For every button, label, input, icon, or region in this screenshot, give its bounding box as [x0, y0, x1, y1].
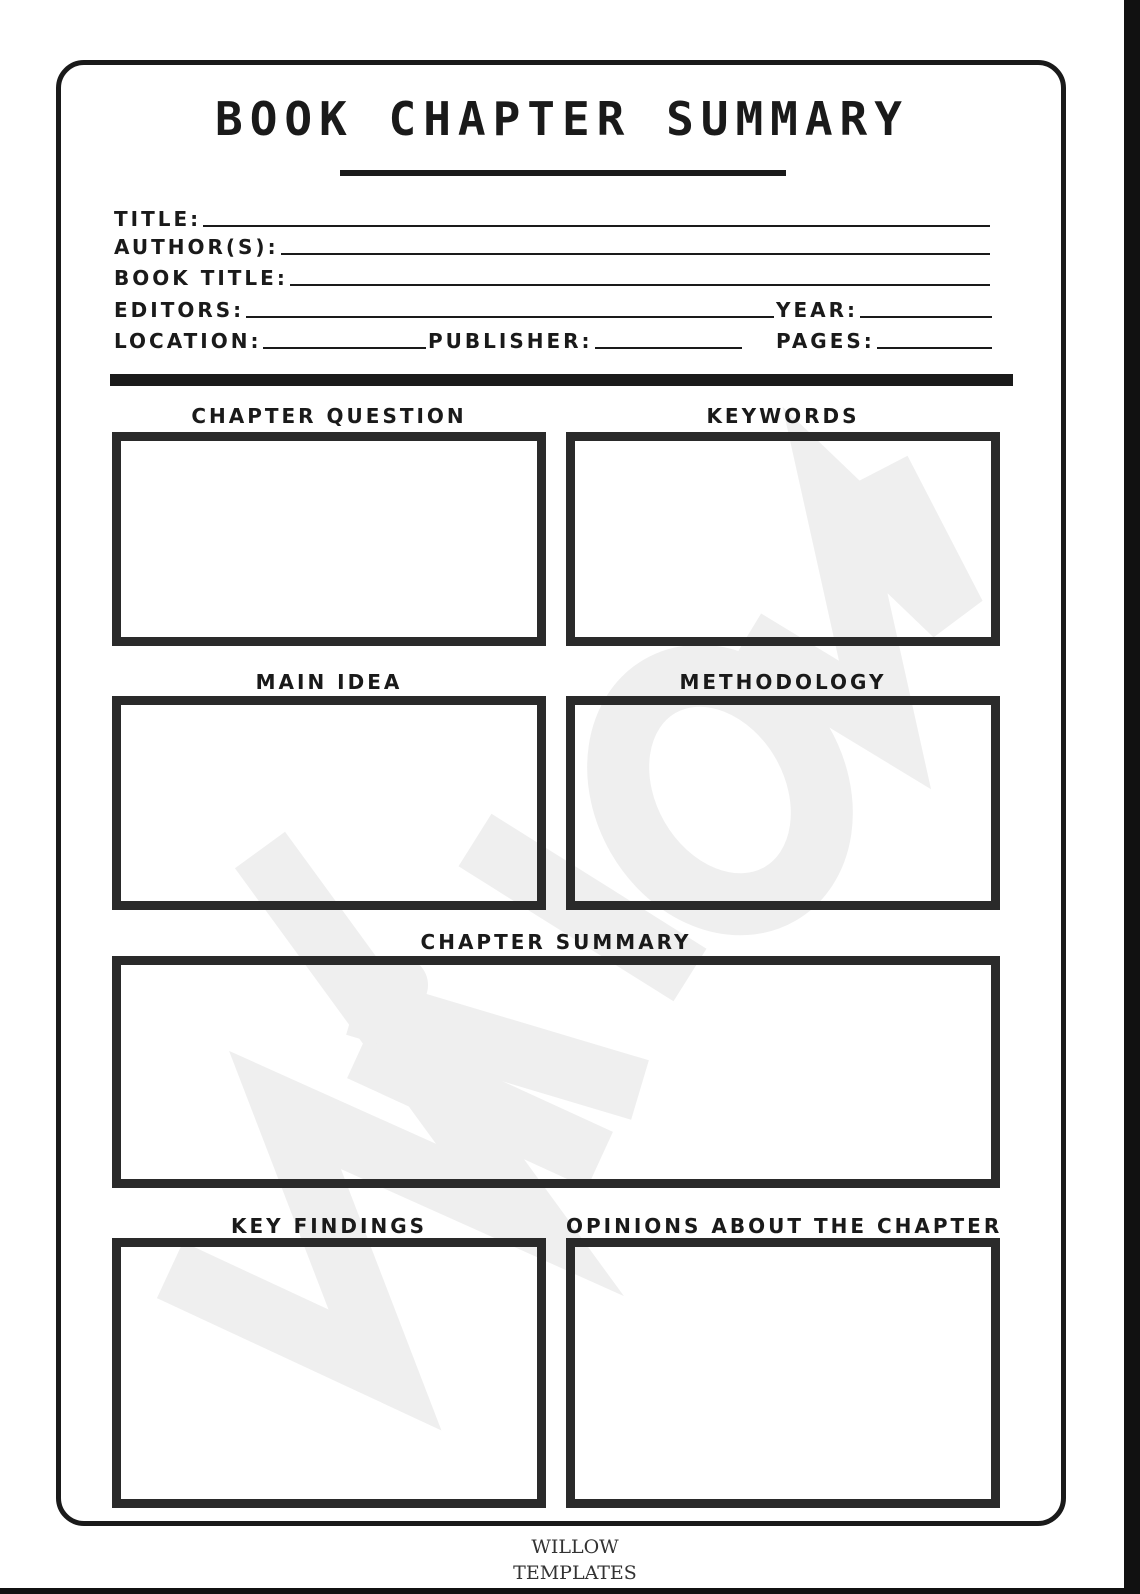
chapter-summary-label: CHAPTER SUMMARY: [420, 930, 692, 954]
title-label: TITLE:: [114, 207, 202, 231]
keywords-label: KEYWORDS: [706, 404, 860, 428]
chapter-question-label: CHAPTER QUESTION: [191, 404, 467, 428]
book-title-field[interactable]: [114, 265, 990, 289]
methodology-box[interactable]: [566, 696, 1000, 910]
page-title: BOOK CHAPTER SUMMARY: [215, 92, 909, 146]
publisher-label: PUBLISHER:: [428, 329, 593, 353]
editors-field[interactable]: [114, 297, 774, 321]
authors-label: AUTHOR(S):: [114, 235, 279, 259]
editors-label: EDITORS:: [114, 298, 245, 322]
publisher-line[interactable]: [595, 347, 742, 349]
year-line[interactable]: [860, 316, 992, 318]
pages-label: PAGES:: [776, 329, 875, 353]
methodology-label: METHODOLOGY: [679, 670, 887, 694]
book-title-label: BOOK TITLE:: [114, 266, 288, 290]
pages-field[interactable]: [776, 328, 992, 352]
opinions-label: OPINIONS ABOUT THE CHAPTER: [566, 1214, 1003, 1238]
keywords-box[interactable]: [566, 432, 1000, 646]
year-label: YEAR:: [776, 298, 859, 322]
footer-brand: [470, 1534, 680, 1586]
title-line[interactable]: [203, 225, 990, 227]
location-field[interactable]: [114, 328, 426, 352]
title-underline: [340, 170, 786, 176]
authors-field[interactable]: [114, 234, 990, 258]
main-idea-label: MAIN IDEA: [255, 670, 403, 694]
title-field[interactable]: [114, 206, 990, 230]
bottom-page-edge: [0, 1588, 1140, 1594]
key-findings-label: KEY FINDINGS: [230, 1214, 428, 1238]
location-line[interactable]: [263, 347, 426, 349]
opinions-box[interactable]: [566, 1238, 1000, 1508]
pages-line[interactable]: [877, 347, 992, 349]
footer-line-1: WILLOW: [531, 1536, 619, 1558]
book-title-line[interactable]: [290, 284, 990, 286]
publisher-field[interactable]: [428, 328, 742, 352]
chapter-summary-box[interactable]: [112, 956, 1000, 1188]
editors-line[interactable]: [246, 316, 774, 318]
section-divider: [110, 374, 1013, 386]
location-label: LOCATION:: [114, 329, 262, 353]
year-field[interactable]: [776, 297, 992, 321]
chapter-question-box[interactable]: [112, 432, 546, 646]
footer-line-2: TEMPLATES: [513, 1562, 637, 1584]
key-findings-box[interactable]: [112, 1238, 546, 1508]
right-page-edge: [1124, 0, 1140, 1594]
main-idea-box[interactable]: [112, 696, 546, 910]
authors-line[interactable]: [281, 253, 990, 255]
